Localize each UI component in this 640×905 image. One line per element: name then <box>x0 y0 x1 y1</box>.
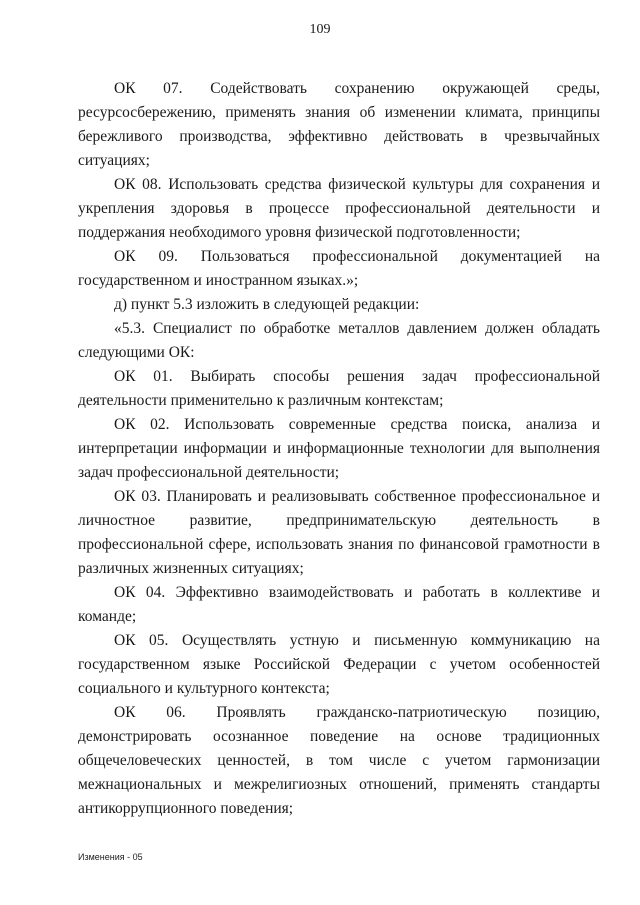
paragraph-ok-07: ОК 07. Содействовать сохранению окружающей среды, ресурсосбережению, применять знания об изменении климата, принципы бережливого производства, эффективно действовать в чрезвычайных ситуациях; <box>78 80 600 169</box>
paragraph-ok-03: ОК 03. Планировать и реализовывать собственное профессиональное и личностное развитие, предпринимательскую деятельность в профессиональной сфере, использовать знания по финансовой грамотности в различных жизненных ситуациях; <box>78 488 600 577</box>
paragraph-ok-02: ОК 02. Использовать современные средства поиска, анализа и интерпретации информации и информационные технологии для выполнения задач профессиональной деятельности; <box>78 416 600 481</box>
paragraph-ok-05: ОК 05. Осуществлять устную и письменную коммуникацию на государственном языке Российской Федерации с учетом особенностей социального и культурного контекста; <box>78 632 600 697</box>
paragraph-item-d: д) пункт 5.3 изложить в следующей редакции: <box>114 296 420 313</box>
document-body <box>78 77 600 821</box>
paragraph-ok-09: ОК 09. Пользоваться профессиональной документацией на государственном и иностранном языках.»; <box>78 248 600 289</box>
paragraph-ok-01: ОК 01. Выбирать способы решения задач профессиональной деятельности применительно к различным контекстам; <box>78 368 600 409</box>
paragraph-5-3: «5.3. Специалист по обработке металлов давлением должен обладать следующими ОК: <box>78 320 600 361</box>
page-number: 109 <box>309 22 331 37</box>
paragraph-ok-04: ОК 04. Эффективно взаимодействовать и работать в коллективе и команде; <box>78 584 600 625</box>
page-footer: Изменения - 05 <box>78 852 143 862</box>
paragraph-ok-06: ОК 06. Проявлять гражданско-патриотическую позицию, демонстрировать осознанное поведение на основе традиционных общечеловеческих ценностей, в том числе с учетом гармонизации межнациональных и межрелигиозных отношений, применять стандарты антикоррупционного поведения; <box>78 704 600 817</box>
paragraph-ok-08: ОК 08. Использовать средства физической культуры для сохранения и укрепления здоровья в процессе профессиональной деятельности и поддержания необходимого уровня физической подготовленности; <box>78 176 600 241</box>
